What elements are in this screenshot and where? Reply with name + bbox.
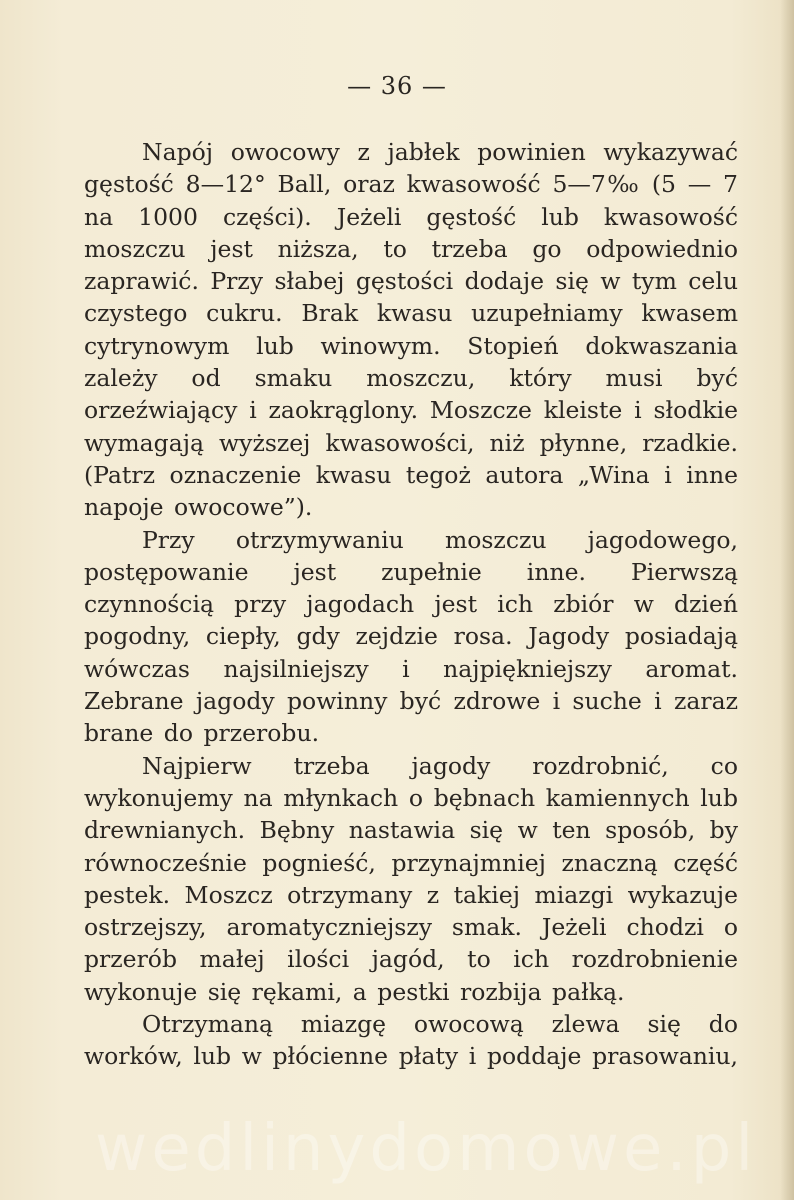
body-text <box>84 136 738 1073</box>
paragraph-2: Przy otrzymywaniu moszczu jagodowego, postępowanie jest zupełnie inne. Pierwszą czynnością przy jagodach jest ich zbiór w dzień pogodny, ciepły, gdy zejdzie rosa. Jagody posiadają wówczas najsilniejszy i najpiękniejszy aromat. Zebrane jagody powinny być zdrowe i suche i zaraz brane do przerobu. <box>84 525 738 748</box>
paragraph-1: Napój owocowy z jabłek powinien wykazywać gęstość 8—12° Ball, oraz kwasowość 5—7‰ (5 — 7 na 1000 części). Jeżeli gęstość lub kwasowość moszczu jest niższa, to trzeba go odpowiednio zaprawić. Przy słabej gęstości dodaje się w tym celu czystego cukru. Brak kwasu uzupełniamy kwasem cytrynowym lub winowym. Stopień dokwaszania zależy od smaku moszczu, który musi być orzeźwiający i zaokrąglony. Moszcze kleiste i słodkie wymagają wyższej kwasowości, niż płynne, rzadkie. (Patrz oznaczenie kwasu tegoż autora „Wina i inne napoje owocowe”). <box>84 138 738 522</box>
paragraph-4: Otrzymaną miazgę owocową zlewa się do worków, lub w płócienne płaty i poddaje prasowaniu, <box>84 1010 738 1071</box>
paragraph-3: Najpierw trzeba jagody rozdrobnić, co wykonujemy na młynkach o bębnach kamiennych lub drewnianych. Bębny nastawia się w ten sposób, by równocześnie pognieść, przynajmniej znaczną część pestek. Moszcz otrzymany z takiej miazgi wykazuje ostrzejszy, aromatyczniejszy smak. Jeżeli chodzi o przerób małej ilości jagód, to ich rozdrobnienie wykonuje się rękami, a pestki rozbija pałką. <box>84 751 738 1006</box>
page-number: — 36 — <box>347 72 447 100</box>
page-edge-shadow <box>780 0 794 1200</box>
watermark: wedlinydomowe.pl <box>95 1112 758 1186</box>
